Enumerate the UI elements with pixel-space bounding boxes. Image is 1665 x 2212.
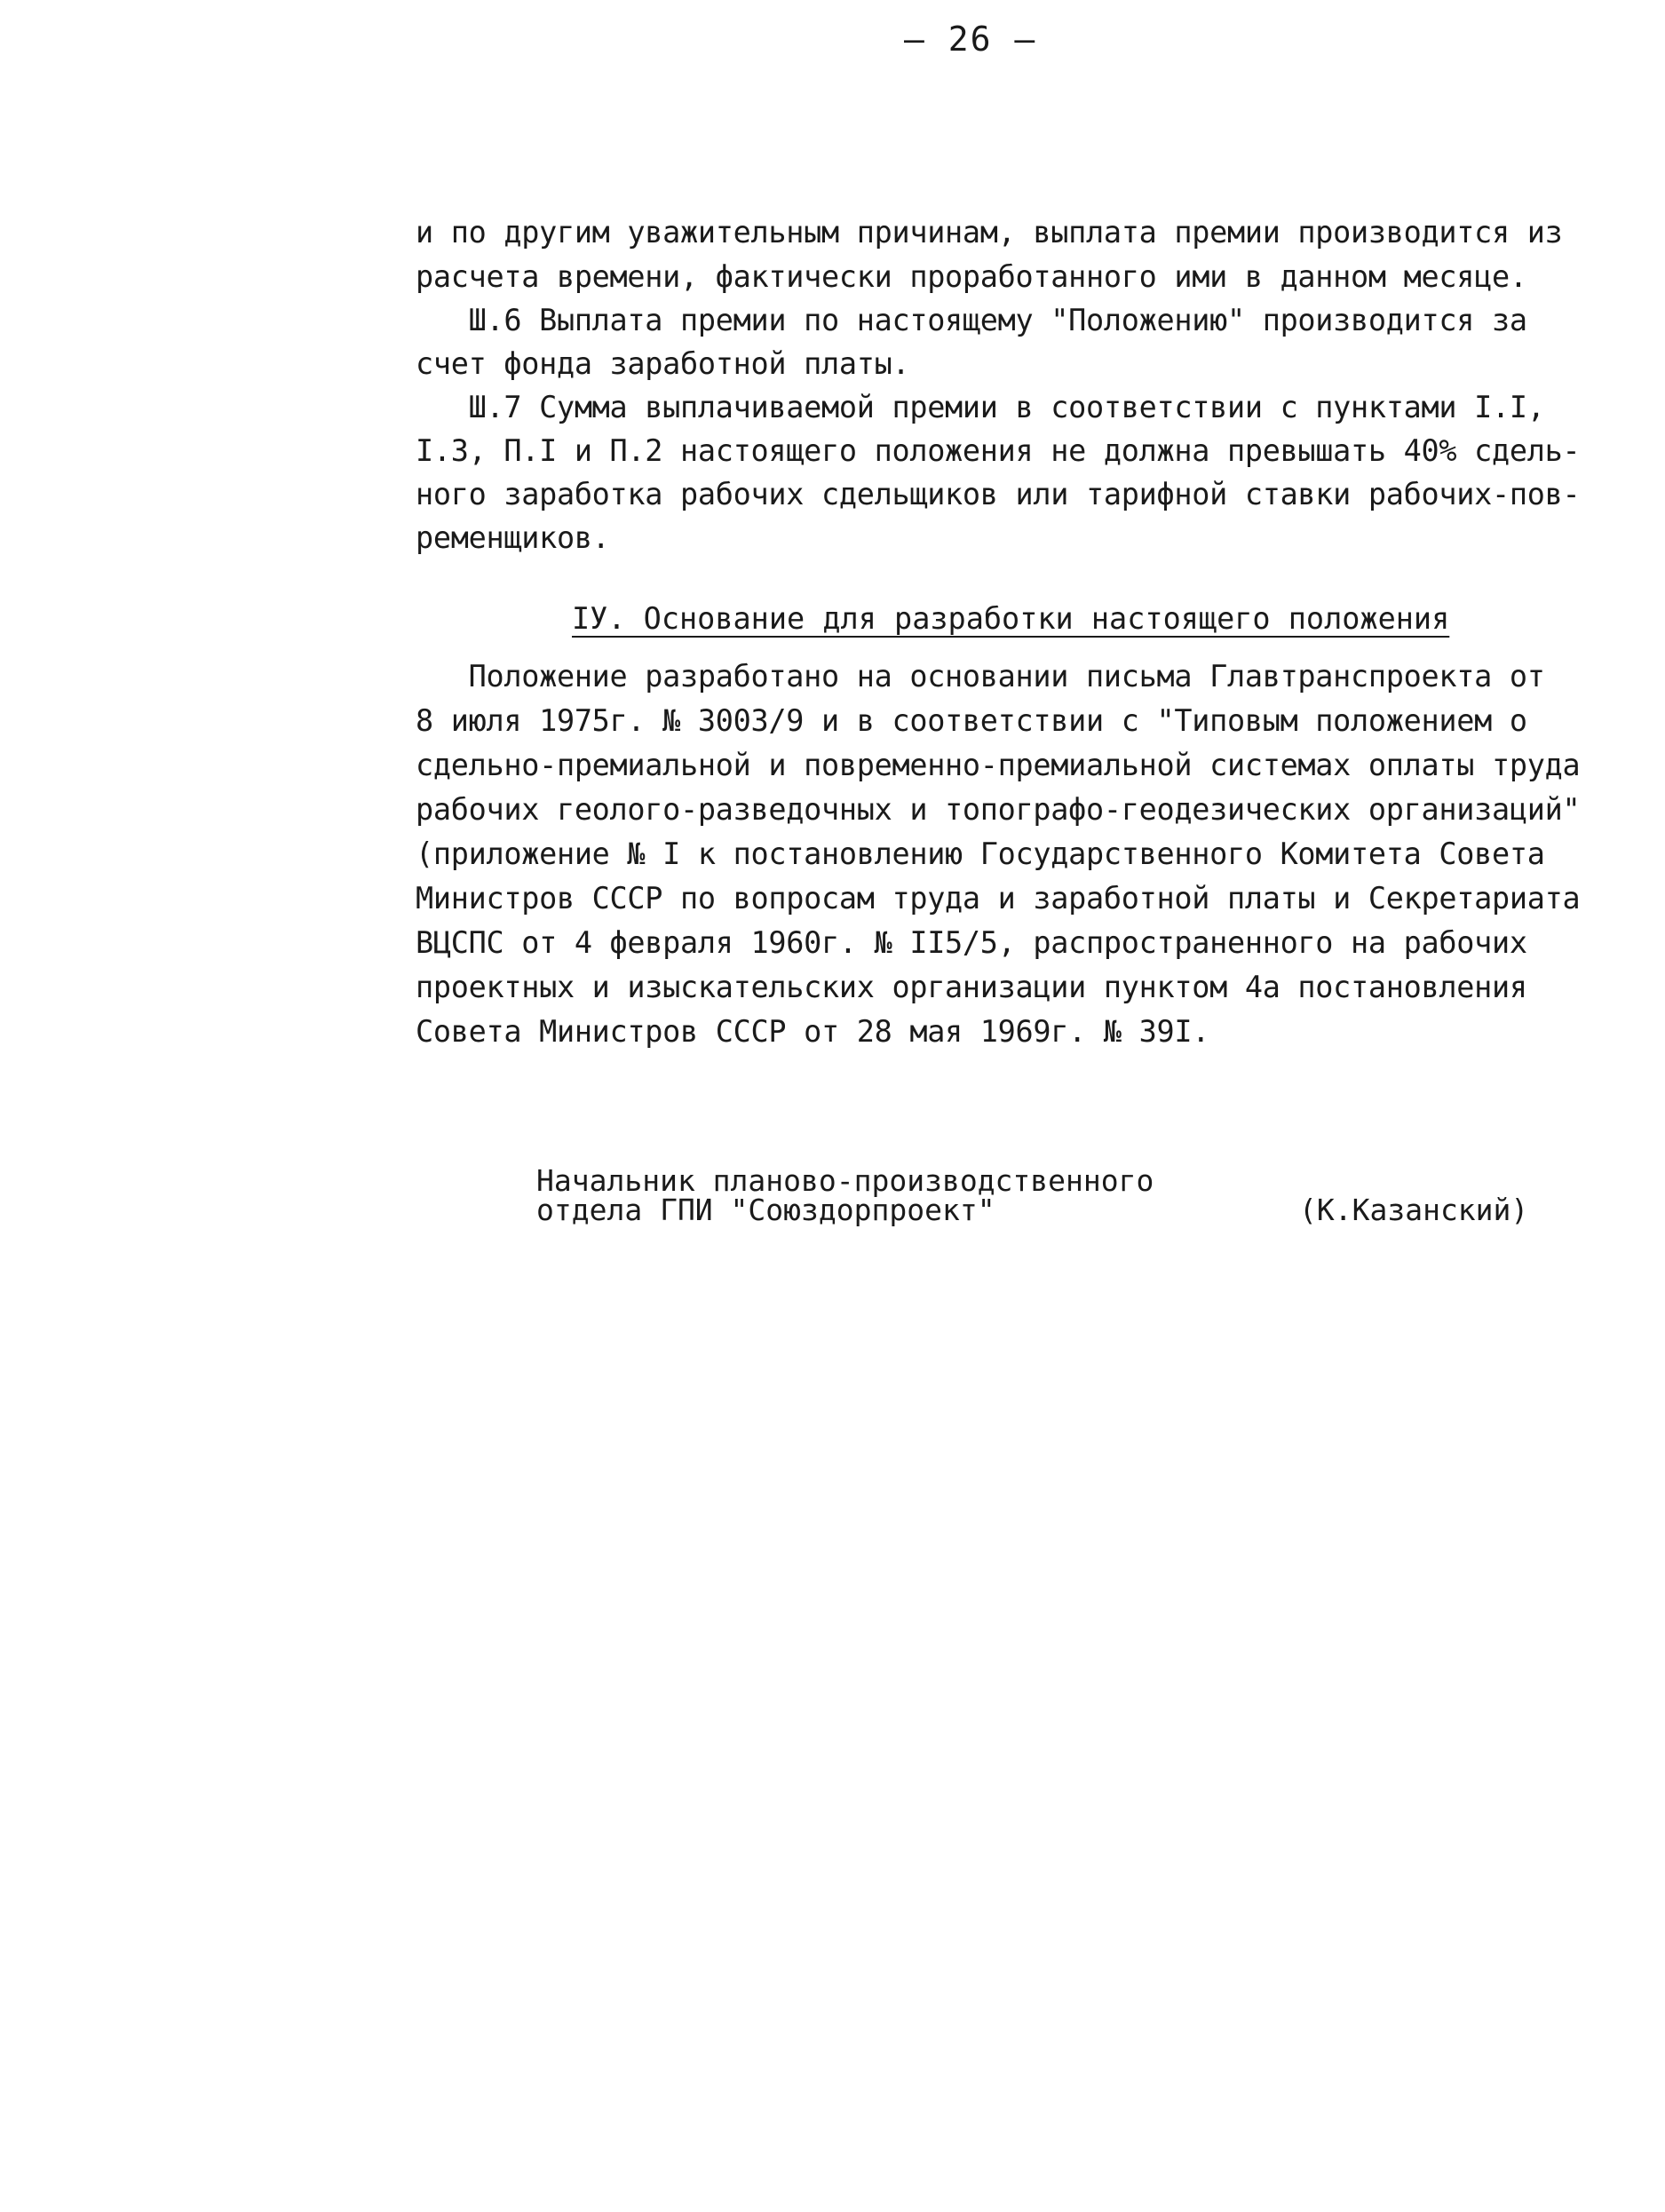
signature-title-line: Начальник планово-производственного xyxy=(536,1163,1154,1198)
text-line: рабочих геолого-разведочных и топографо-геодезических организаций" xyxy=(416,792,1581,827)
text-line: I.3, П.I и П.2 настоящего положения не должна превышать 40% сдель- xyxy=(416,433,1581,468)
text-line: проектных и изыскательских организации пунктом 4а постановления xyxy=(416,970,1527,1004)
text-line: Ш.7 Сумма выплачиваемой премии в соответствии с пунктами I.I, xyxy=(416,390,1545,424)
text-line: Положение разработано на основании письма Главтранспроекта от xyxy=(416,659,1545,694)
text-line: (приложение № I к постановлению Государственного Комитета Совета xyxy=(416,836,1545,871)
text-line: счет фонда заработной платы. xyxy=(416,346,910,381)
signatory-name: (К.Казанский) xyxy=(1299,1193,1529,1227)
section-heading: IУ. Основание для разработки настоящего положения xyxy=(572,601,1450,636)
text-line: расчета времени, фактически проработанного ими в данном месяце. xyxy=(416,259,1527,294)
text-line: и по другим уважительным причинам, выплата премии производится из xyxy=(416,215,1563,250)
text-line: ного заработка рабочих сдельщиков или тарифной ставки рабочих-пов- xyxy=(416,477,1581,511)
signature-title-line: отдела ГПИ "Союздорпроект" xyxy=(536,1193,995,1227)
text-line: сдельно-премиальной и повременно-премиальной системах оплаты труда xyxy=(416,748,1581,782)
text-line: Ш.6 Выплата премии по настоящему "Положению" производится за xyxy=(416,303,1527,337)
text-line: 8 июля 1975г. № 3003/9 и в соответствии с "Типовым положением о xyxy=(416,703,1527,738)
text-line: ВЦСПС от 4 февраля 1960г. № II5/5, распространенного на рабочих xyxy=(416,925,1527,960)
text-line: Министров СССР по вопросам труда и заработной платы и Секретариата xyxy=(416,881,1581,916)
text-line: ременщиков. xyxy=(416,520,610,555)
text-line: Совета Министров СССР от 28 мая 1969г. № 39I. xyxy=(416,1014,1210,1049)
page-number: – 26 – xyxy=(904,20,1037,59)
